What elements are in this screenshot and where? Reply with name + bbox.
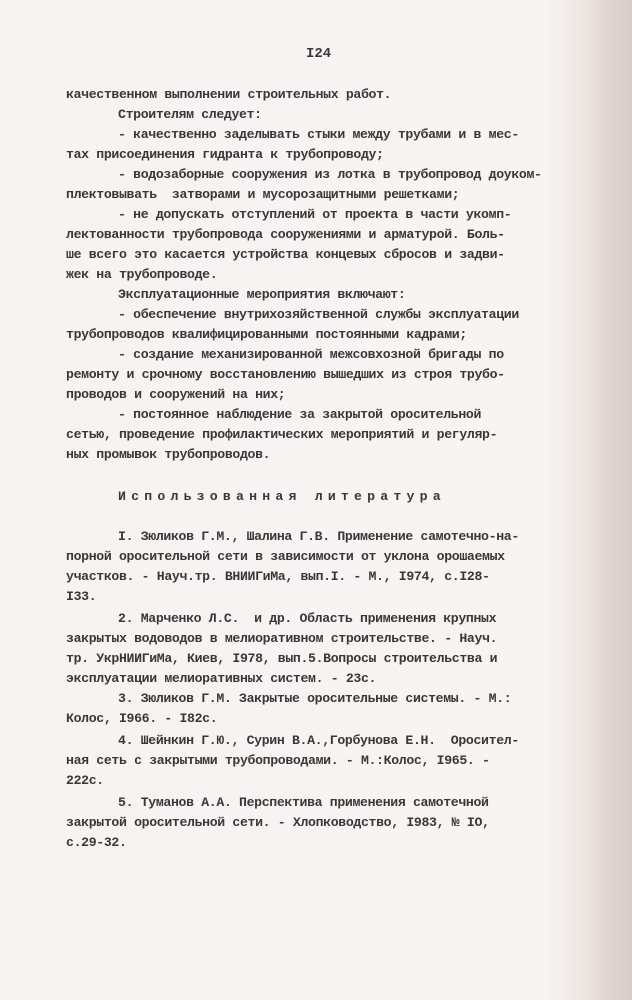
reference-line: закрытой оросительной сети. - Хлопководство, I983, № IO, — [66, 815, 490, 830]
reference-line: участков. - Науч.тр. ВНИИГиМа, вып.I. - М., I974, с.I28- — [66, 569, 490, 584]
reference-line: ная сеть с закрытыми трубопроводами. - М.:Колос, I965. - — [66, 753, 490, 768]
text-line: ремонту и срочному восстановлению вышедших из строя трубо- — [66, 367, 505, 382]
text-line: трубопроводов квалифицированными постоянными кадрами; — [66, 327, 467, 342]
text-line: - обеспечение внутрихозяйственной службы эксплуатации — [118, 307, 519, 322]
text-line: Эксплуатационные мероприятия включают: — [118, 287, 406, 302]
reference-line: закрытых водоводов в мелиоративном строительстве. - Науч. — [66, 631, 498, 646]
references-heading: Использованная литература — [118, 489, 446, 504]
reference-line: I33. — [66, 589, 97, 604]
page-number: I24 — [306, 46, 332, 62]
text-line: тах присоединения гидранта к трубопроводу; — [66, 147, 384, 162]
text-line: проводов и сооружений на них; — [66, 387, 286, 402]
text-line: ше всего это касается устройства концевых сбросов и задви- — [66, 247, 505, 262]
text-line: - постоянное наблюдение за закрытой оросительной — [118, 407, 482, 422]
text-line: жек на трубопроводе. — [66, 267, 218, 282]
reference-line: 4. Шейнкин Г.Ю., Сурин В.А.,Горбунова Е.Н. Оросител- — [118, 733, 519, 748]
text-line: - создание механизированной межсовхозной бригады по — [118, 347, 504, 362]
reference-line: тр. УкрНИИГиМа, Киев, I978, вып.5.Вопросы строительства и — [66, 651, 498, 666]
text-line: лектованности трубопровода сооружениями и арматурой. Боль- — [66, 227, 505, 242]
text-line: плектовывать затворами и мусорозащитными решетками; — [66, 187, 460, 202]
reference-line: 222с. — [66, 773, 104, 788]
text-line: Строителям следует: — [118, 107, 262, 122]
reference-line: с.29-32. — [66, 835, 127, 850]
text-line: качественном выполнении строительных работ. — [66, 87, 392, 102]
text-line: - качественно заделывать стыки между трубами и в мес- — [118, 127, 519, 142]
text-line: - водозаборные сооружения из лотка в трубопровод доуком- — [118, 167, 542, 182]
reference-line: порной оросительной сети в зависимости от уклона орошаемых — [66, 549, 505, 564]
reference-line: 2. Марченко Л.С. и др. Область применения крупных — [118, 611, 497, 626]
reference-line: Колос, I966. - I82с. — [66, 711, 218, 726]
reference-line: 3. Зюликов Г.М. Закрытые оросительные системы. - М.: — [118, 691, 512, 706]
text-line: - не допускать отступлений от проекта в части укомп- — [118, 207, 512, 222]
reference-line: 5. Туманов А.А. Перспектива применения самотечной — [118, 795, 489, 810]
reference-line: I. Зюликов Г.М., Шалина Г.В. Применение самотечно-на- — [118, 529, 519, 544]
text-line: ных промывок трубопроводов. — [66, 447, 271, 462]
text-line: сетью, проведение профилактических мероприятий и регуляр- — [66, 427, 498, 442]
reference-line: эксплуатации мелиоративных систем. - 23с. — [66, 671, 377, 686]
